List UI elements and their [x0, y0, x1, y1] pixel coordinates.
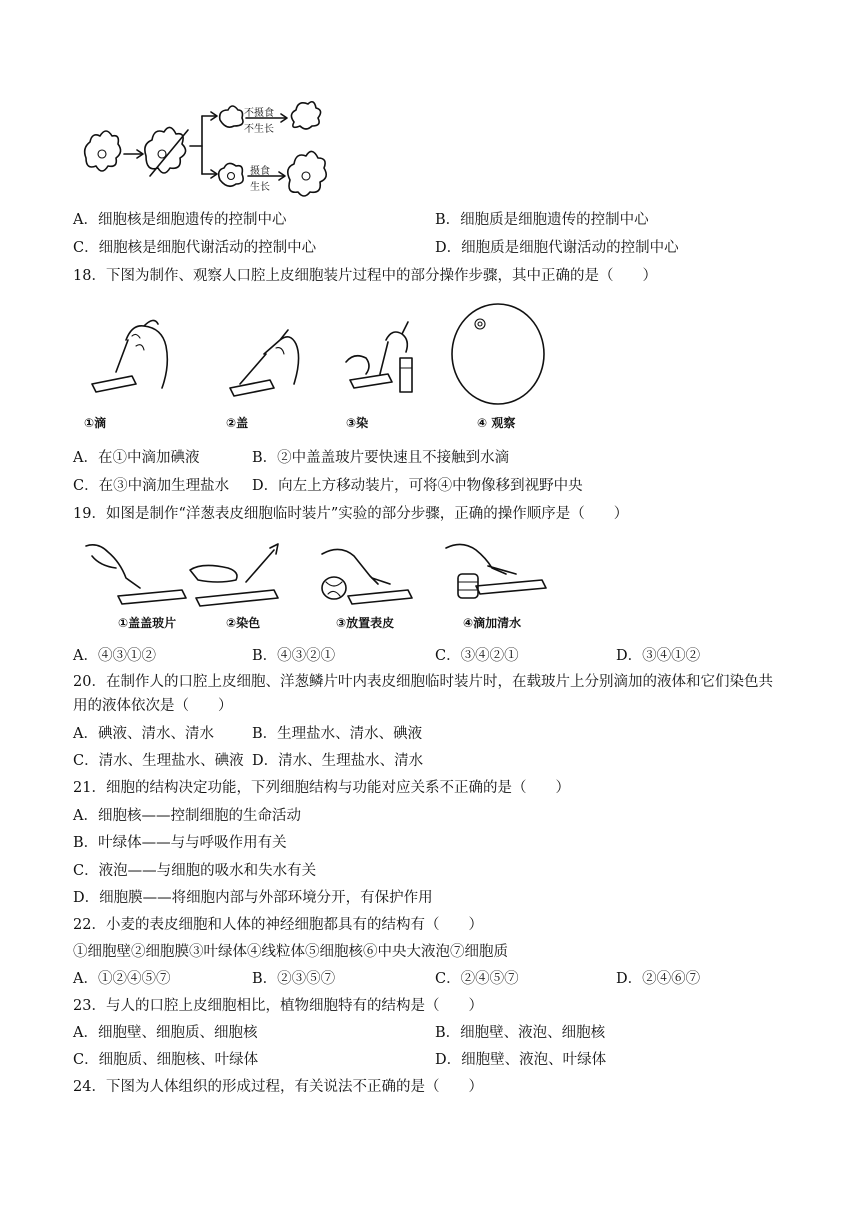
q18-caption-1: ①滴 [84, 416, 107, 430]
q17-option-b: B．细胞质是细胞遗传的控制中心 [435, 212, 649, 228]
q17-option-d: D．细胞质是细胞代谢活动的控制中心 [435, 240, 679, 256]
q20-option-b: B．生理盐水、清水、碘液 [252, 726, 423, 742]
q17-amoeba-diagram [78, 96, 338, 206]
q23-option-b: B．细胞壁、液泡、细胞核 [435, 1025, 606, 1041]
q20-option-c: C．清水、生理盐水、碘液 [73, 753, 244, 769]
q24-stem: 24．下图为人体组织的形成过程，有关说法不正确的是（ ） [73, 1079, 483, 1095]
q19-stem: 19．如图是制作“洋葱表皮细胞临时装片”实验的部分步骤，正确的操作顺序是（ ） [73, 506, 629, 522]
q19-caption-4: ④滴加清水 [463, 616, 522, 630]
q21-option-d: D．细胞膜——将细胞内部与外部环境分开，有保护作用 [73, 890, 433, 906]
q22-option-a: A．①②④⑤⑦ [73, 971, 171, 987]
q19-caption-2: ②染色 [226, 616, 261, 630]
q17-option-c: C．细胞核是细胞代谢活动的控制中心 [73, 240, 317, 256]
q22-option-d: D．②④⑥⑦ [616, 971, 701, 987]
q21-option-b: B．叶绿体——与与呼吸作用有关 [73, 835, 287, 851]
q18-caption-4: ④ 观察 [477, 416, 516, 430]
q18-option-d: D．向左上方移动装片，可将④中物像移到视野中央 [252, 478, 583, 494]
q19-steps-drawing [78, 540, 558, 610]
q22-stem: 22．小麦的表皮细胞和人体的神经细胞都具有的结构有（ ） [73, 917, 483, 933]
label-grow: 生长 [250, 182, 270, 193]
q18-caption-2: ②盖 [226, 416, 249, 430]
q20-stem-line1: 20．在制作人的口腔上皮细胞、洋葱鳞片叶内表皮细胞临时装片时，在载玻片上分别滴加的液体和它们染色共 [73, 674, 773, 690]
q23-option-a: A．细胞壁、细胞质、细胞核 [73, 1025, 258, 1041]
q21-option-c: C．液泡——与细胞的吸水和失水有关 [73, 863, 317, 879]
label-no-eat: 不摄食 [244, 108, 274, 119]
q20-stem-line2: 用的液体依次是（ ） [73, 698, 233, 714]
q19-option-a: A．④③①② [73, 648, 156, 664]
q19-caption-3: ③放置表皮 [336, 616, 395, 630]
q21-option-a: A．细胞核——控制细胞的生命活动 [73, 808, 301, 824]
q19-caption-1: ①盖盖玻片 [118, 616, 177, 630]
q19-figure [78, 540, 558, 610]
q19-option-c: C．③④②① [435, 648, 519, 664]
q23-option-d: D．细胞壁、液泡、叶绿体 [435, 1052, 607, 1068]
q22-option-c: C．②④⑤⑦ [435, 971, 519, 987]
q20-option-d: D．清水、生理盐水、清水 [252, 753, 424, 769]
q17-amoeba-figure [78, 96, 338, 206]
q18-option-c: C．在③中滴加生理盐水 [73, 478, 230, 494]
q23-stem: 23．与人的口腔上皮细胞相比，植物细胞特有的结构是（ ） [73, 998, 483, 1014]
q18-stem: 18．下图为制作、观察人口腔上皮细胞装片过程中的部分操作步骤，其中正确的是（ ） [73, 268, 657, 284]
label-eat: 摄食 [250, 166, 270, 177]
q19-option-b: B．④③②① [252, 648, 336, 664]
q17-option-a: A．细胞核是细胞遗传的控制中心 [73, 212, 287, 228]
q21-stem: 21．细胞的结构决定功能，下列细胞结构与功能对应关系不正确的是（ ） [73, 780, 570, 796]
q23-option-c: C．细胞质、细胞核、叶绿体 [73, 1052, 259, 1068]
label-no-grow: 不生长 [244, 124, 274, 135]
q19-option-d: D．③④①② [616, 648, 701, 664]
q18-option-a: A．在①中滴加碘液 [73, 450, 200, 466]
q22-items: ①细胞壁②细胞膜③叶绿体④线粒体⑤细胞核⑥中央大液泡⑦细胞质 [73, 944, 508, 960]
q18-caption-3: ③染 [346, 416, 369, 430]
q22-option-b: B．②③⑤⑦ [252, 971, 336, 987]
q18-option-b: B．②中盖盖玻片要快速且不接触到水滴 [252, 450, 510, 466]
q20-option-a: A．碘液、清水、清水 [73, 726, 214, 742]
